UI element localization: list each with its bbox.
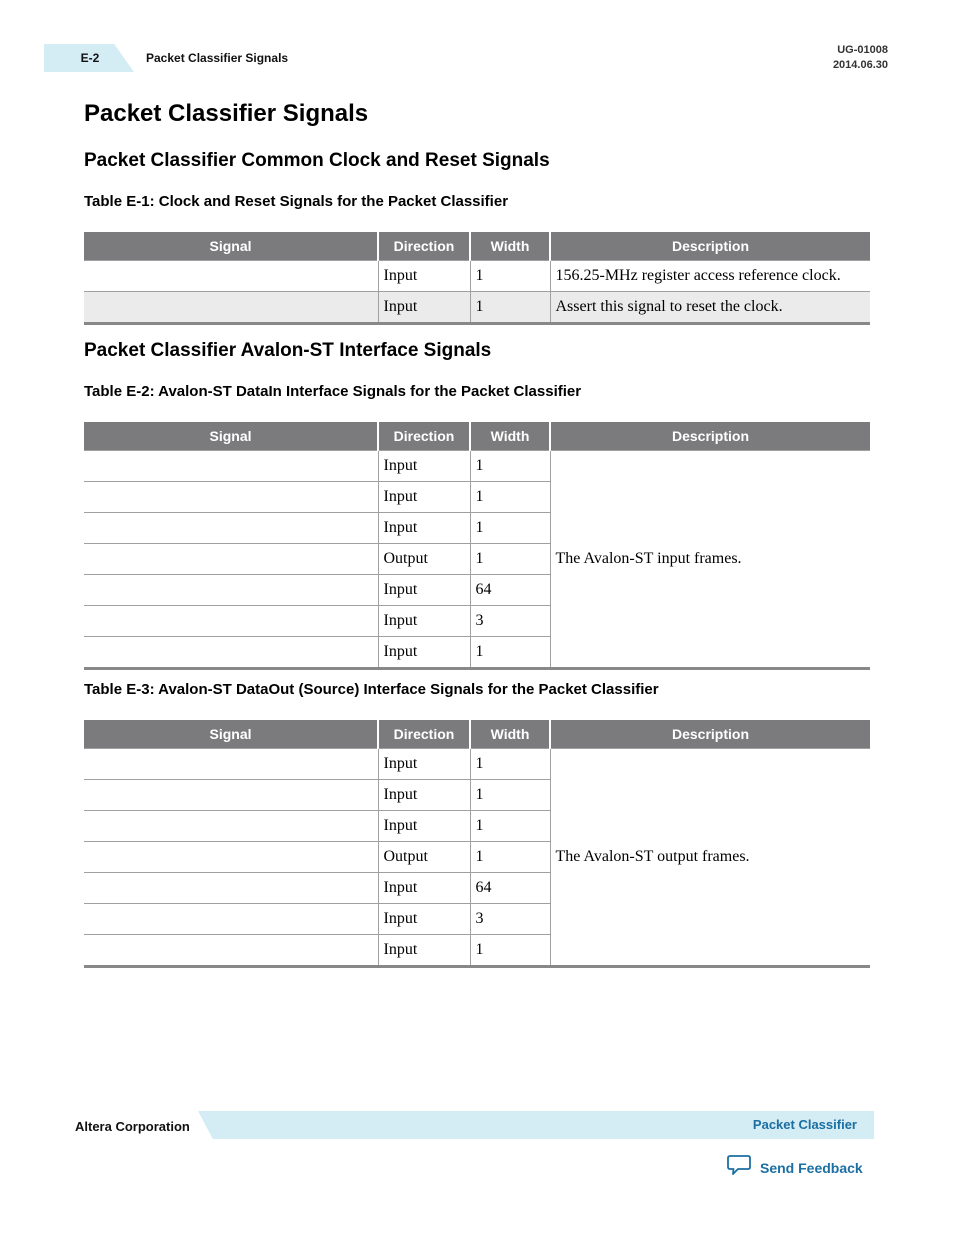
cell-width: 1 bbox=[470, 811, 550, 842]
col-direction: Direction bbox=[378, 422, 470, 451]
cell-width: 1 bbox=[470, 780, 550, 811]
section1-heading: Packet Classifier Common Clock and Reset Signals bbox=[84, 150, 550, 171]
cell-signal bbox=[84, 451, 378, 482]
col-signal: Signal bbox=[84, 720, 378, 749]
cell-signal bbox=[84, 544, 378, 575]
cell-width: 1 bbox=[470, 935, 550, 967]
header-section-title: Packet Classifier Signals bbox=[146, 51, 289, 65]
cell-direction: Input bbox=[378, 637, 470, 669]
col-direction: Direction bbox=[378, 720, 470, 749]
cell-direction: Input bbox=[378, 261, 470, 292]
table-clock-reset bbox=[84, 232, 870, 325]
cell-direction: Input bbox=[378, 811, 470, 842]
footer-section-link[interactable]: Packet Classifier bbox=[752, 1117, 857, 1132]
cell-width: 64 bbox=[470, 873, 550, 904]
cell-signal bbox=[84, 873, 378, 904]
doc-id: UG-01008 bbox=[837, 44, 888, 56]
col-width: Width bbox=[470, 422, 550, 451]
cell-width: 1 bbox=[470, 451, 550, 482]
cell-signal bbox=[84, 292, 378, 324]
cell-description: The Avalon-ST input frames. bbox=[550, 451, 870, 669]
cell-direction: Input bbox=[378, 780, 470, 811]
cell-width: 3 bbox=[470, 904, 550, 935]
cell-width: 1 bbox=[470, 292, 550, 324]
cell-width: 1 bbox=[470, 749, 550, 780]
cell-direction: Input bbox=[378, 935, 470, 967]
table-header-row bbox=[84, 422, 870, 451]
table2-caption: Table E-2: Avalon-ST DataIn Interface Signals for the Packet Classifier bbox=[84, 383, 582, 400]
cell-direction: Input bbox=[378, 513, 470, 544]
cell-direction: Output bbox=[378, 842, 470, 873]
cell-direction: Input bbox=[378, 292, 470, 324]
table-header-row bbox=[84, 232, 870, 261]
cell-signal bbox=[84, 749, 378, 780]
cell-width: 1 bbox=[470, 842, 550, 873]
cell-signal bbox=[84, 513, 378, 544]
cell-width: 1 bbox=[470, 513, 550, 544]
cell-signal bbox=[84, 780, 378, 811]
cell-width: 1 bbox=[470, 482, 550, 513]
cell-width: 3 bbox=[470, 606, 550, 637]
table-row bbox=[84, 261, 870, 292]
cell-direction: Input bbox=[378, 904, 470, 935]
cell-description: The Avalon-ST output frames. bbox=[550, 749, 870, 967]
cell-direction: Input bbox=[378, 606, 470, 637]
page-title: Packet Classifier Signals bbox=[84, 100, 369, 127]
cell-description: 156.25-MHz register access reference clock. bbox=[550, 261, 870, 292]
cell-direction: Input bbox=[378, 873, 470, 904]
table-datain bbox=[84, 422, 870, 670]
col-description: Description bbox=[550, 720, 870, 749]
cell-signal bbox=[84, 811, 378, 842]
send-feedback-link[interactable] bbox=[727, 1154, 863, 1181]
cell-width: 1 bbox=[470, 261, 550, 292]
col-description: Description bbox=[550, 422, 870, 451]
page-number: E-2 bbox=[80, 51, 100, 65]
cell-width: 64 bbox=[470, 575, 550, 606]
col-width: Width bbox=[470, 232, 550, 261]
cell-direction: Input bbox=[378, 575, 470, 606]
col-width: Width bbox=[470, 720, 550, 749]
doc-date: 2014.06.30 bbox=[832, 59, 888, 71]
footer-company: Altera Corporation bbox=[75, 1119, 190, 1134]
col-description: Description bbox=[550, 232, 870, 261]
col-signal: Signal bbox=[84, 422, 378, 451]
cell-signal bbox=[84, 935, 378, 967]
table-dataout bbox=[84, 720, 870, 968]
cell-signal bbox=[84, 261, 378, 292]
cell-direction: Input bbox=[378, 451, 470, 482]
cell-signal bbox=[84, 904, 378, 935]
table1-caption: Table E-1: Clock and Reset Signals for the Packet Classifier bbox=[84, 193, 509, 210]
cell-direction: Input bbox=[378, 482, 470, 513]
header-doc-info bbox=[833, 43, 888, 73]
table-row bbox=[84, 749, 870, 780]
table3-caption: Table E-3: Avalon-ST DataOut (Source) Interface Signals for the Packet Classifier bbox=[84, 681, 659, 698]
cell-direction: Output bbox=[378, 544, 470, 575]
cell-width: 1 bbox=[470, 637, 550, 669]
cell-signal bbox=[84, 637, 378, 669]
cell-width: 1 bbox=[470, 544, 550, 575]
cell-signal bbox=[84, 606, 378, 637]
col-signal: Signal bbox=[84, 232, 378, 261]
cell-direction: Input bbox=[378, 749, 470, 780]
section2-heading: Packet Classifier Avalon-ST Interface Signals bbox=[84, 340, 492, 361]
cell-description: Assert this signal to reset the clock. bbox=[550, 292, 870, 324]
table-row bbox=[84, 451, 870, 482]
cell-signal bbox=[84, 575, 378, 606]
speech-bubble-icon bbox=[727, 1154, 751, 1181]
send-feedback-label: Send Feedback bbox=[760, 1159, 863, 1176]
table-row bbox=[84, 292, 870, 324]
col-direction: Direction bbox=[378, 232, 470, 261]
table-header-row bbox=[84, 720, 870, 749]
cell-signal bbox=[84, 842, 378, 873]
cell-signal bbox=[84, 482, 378, 513]
